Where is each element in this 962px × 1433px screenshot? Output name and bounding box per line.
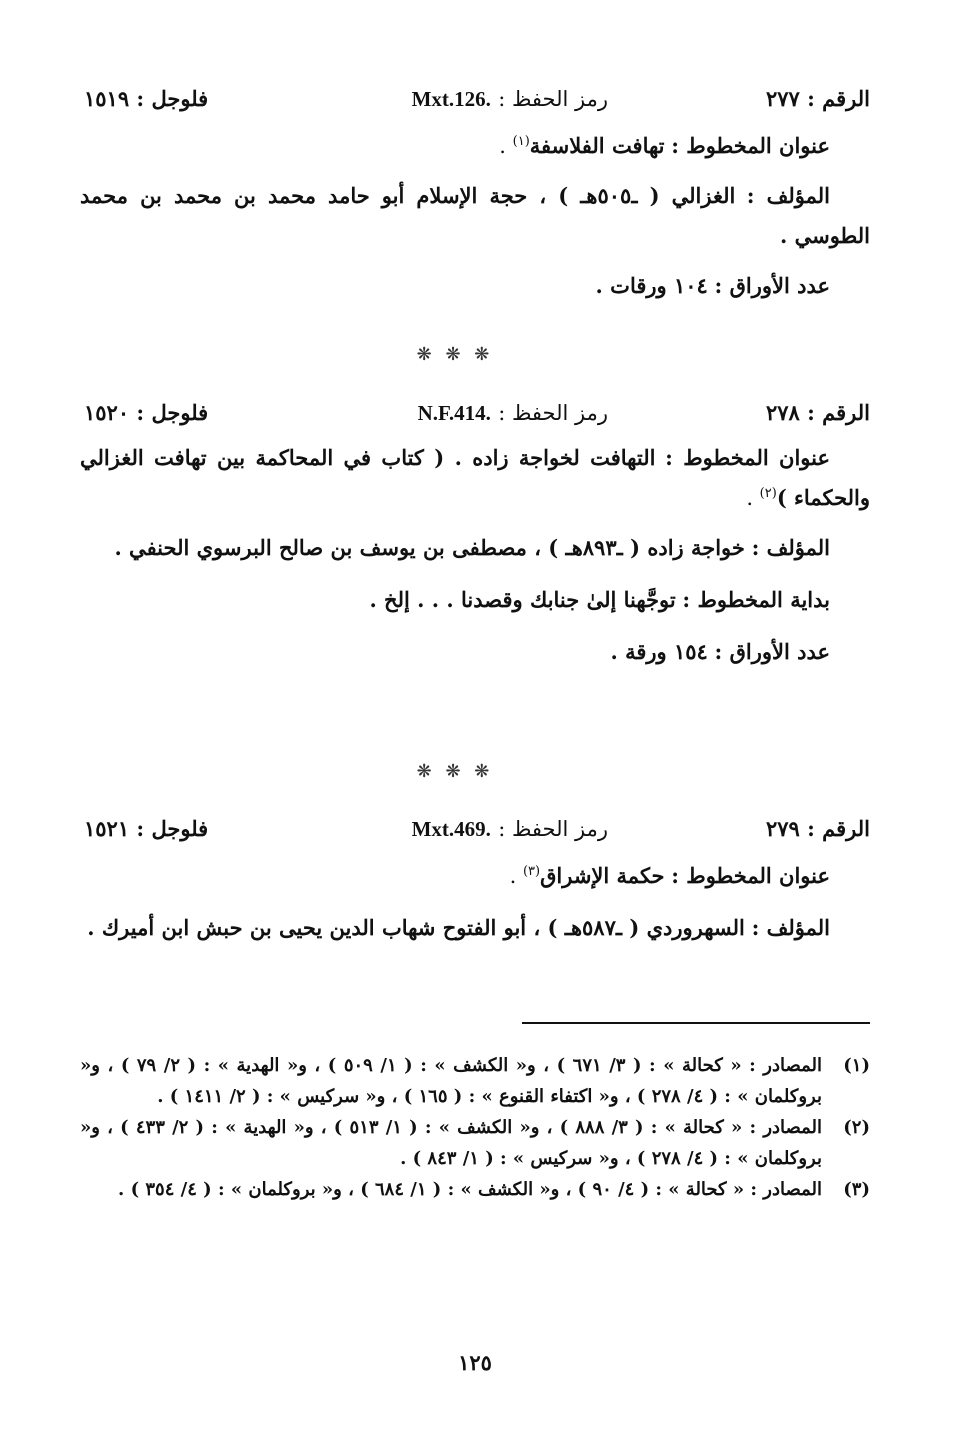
- footnote-ref: (٢): [759, 486, 777, 501]
- manuscript-title: [80, 856, 870, 896]
- footnotes: [80, 1050, 870, 1205]
- author-label: المؤلف :: [746, 183, 831, 208]
- entry-header: [80, 806, 870, 850]
- title-value: التهافت لخواجة زاده . ( كتاب في المحاكمة بين تهافت الغزالي والحكماء ): [80, 445, 870, 510]
- footnote-rule: [522, 1022, 870, 1024]
- title-label: عنوان المخطوط :: [671, 133, 830, 158]
- footnote: [80, 1174, 870, 1205]
- shelfmark: [418, 400, 608, 426]
- folios-value: ١٥٤ ورقة .: [610, 639, 708, 664]
- page-number: ١٢٥: [458, 1350, 492, 1375]
- shelfmark: [412, 816, 608, 842]
- catalog-entry: [80, 390, 870, 672]
- manuscript-title: [80, 438, 870, 518]
- folios-label: عدد الأوراق :: [714, 639, 830, 664]
- footnote: [80, 1112, 870, 1174]
- entry-number: الرقم : ٢٧٧: [765, 86, 870, 111]
- folios-value: ١٠٤ ورقات .: [595, 273, 708, 298]
- entry-header: [80, 390, 870, 434]
- folios: [80, 266, 870, 306]
- shelfmark-label: رمز الحفظ :: [498, 87, 608, 111]
- shelfmark-label: رمز الحفظ :: [498, 401, 608, 425]
- author: [80, 908, 870, 948]
- footnote-ref: (٣): [522, 864, 541, 879]
- title-end: .: [499, 134, 513, 158]
- manuscript-title: [80, 126, 870, 166]
- footnote-text: المصادر : « كحالة » : ( ٣/ ٨٨٨ ) ، و« الكشف » : ( ١/ ٥١٣ ) ، و« الهدية » : ( ٢/ ٤٣٣ ) ، و« بروكلمان » : ( ٤/ ٢٧٨ ) ، و« سركيس » : ( ١/ ٨٤٣ ) .: [80, 1117, 823, 1169]
- footnote-number: (١): [843, 1055, 870, 1076]
- title-value: تهافت الفلاسفة: [529, 133, 665, 158]
- section-separator: ❋ ❋ ❋: [416, 344, 494, 365]
- footnote-text: المصادر : « كحالة » : ( ٣/ ٦٧١ ) ، و« الكشف » : ( ١/ ٥٠٩ ) ، و« الهدية » : ( ٢/ ٧٩ ) ، و« بروكلمان » : ( ٤/ ٢٧٨ ) ، و« اكتفاء القنوع » : ( ١٦٥ ) ، و« سركيس » : ( ٢/ ١٤١١ ) .: [80, 1055, 822, 1107]
- incipit-value: توجَّهنا إلىٰ جنابك وقصدنا . . . إلخ .: [369, 587, 676, 612]
- author-label: المؤلف :: [751, 915, 830, 940]
- shelfmark-value: Mxt.126.: [411, 87, 491, 111]
- footnote-number: (٣): [843, 1179, 870, 1200]
- incipit-label: بداية المخطوط :: [682, 587, 830, 612]
- author-label: المؤلف :: [751, 535, 830, 560]
- title-end: .: [509, 864, 523, 888]
- incipit: [80, 580, 870, 620]
- footnote-text: المصادر : « كحالة » : ( ٤/ ٩٠ ) ، و« الكشف » : ( ١/ ٦٨٤ ) ، و« بروكلمان » : ( ٤/ ٣٥٤ ) .: [118, 1179, 822, 1200]
- shelfmark-value: Mxt.469.: [411, 817, 491, 841]
- flugel-number: فلوجل : ١٥١٩: [84, 86, 209, 111]
- title-value: حكمة الإشراق: [540, 863, 665, 888]
- entry-number: الرقم : ٢٧٨: [765, 400, 870, 425]
- catalog-entry: [80, 806, 870, 948]
- flugel-number: فلوجل : ١٥٢٠: [84, 400, 209, 425]
- author: [80, 176, 870, 256]
- entry-header: [80, 76, 870, 120]
- shelfmark: [412, 86, 608, 112]
- folios-label: عدد الأوراق :: [714, 273, 830, 298]
- shelfmark-value: N.F.414.: [417, 401, 491, 425]
- author-value: خواجة زاده ( ـ٨٩٣هـ ) ، مصطفى بن يوسف بن صالح البرسوي الحنفي .: [114, 535, 745, 560]
- flugel-number: فلوجل : ١٥٢١: [84, 816, 209, 841]
- title-label: عنوان المخطوط :: [665, 445, 830, 470]
- title-end: .: [746, 486, 760, 510]
- author: [80, 528, 870, 568]
- shelfmark-label: رمز الحفظ :: [498, 817, 608, 841]
- title-label: عنوان المخطوط :: [671, 863, 830, 888]
- entry-number: الرقم : ٢٧٩: [765, 816, 870, 841]
- footnote: [80, 1050, 870, 1112]
- footnote-ref: (١): [512, 134, 530, 149]
- page: [80, 0, 870, 1433]
- author-value: السهروردي ( ـ٥٨٧هـ ) ، أبو الفتوح شهاب الدين يحيى بن حبش ابن أميرك .: [87, 915, 745, 940]
- section-separator: ❋ ❋ ❋: [416, 761, 494, 782]
- footnote-number: (٢): [843, 1117, 870, 1138]
- author-value: الغزالي ( ـ٥٠٥هـ ) ، حجة الإسلام أبو حامد محمد بن محمد بن محمد الطوسي .: [80, 183, 870, 248]
- folios: [80, 632, 870, 672]
- catalog-entry: [80, 76, 870, 306]
